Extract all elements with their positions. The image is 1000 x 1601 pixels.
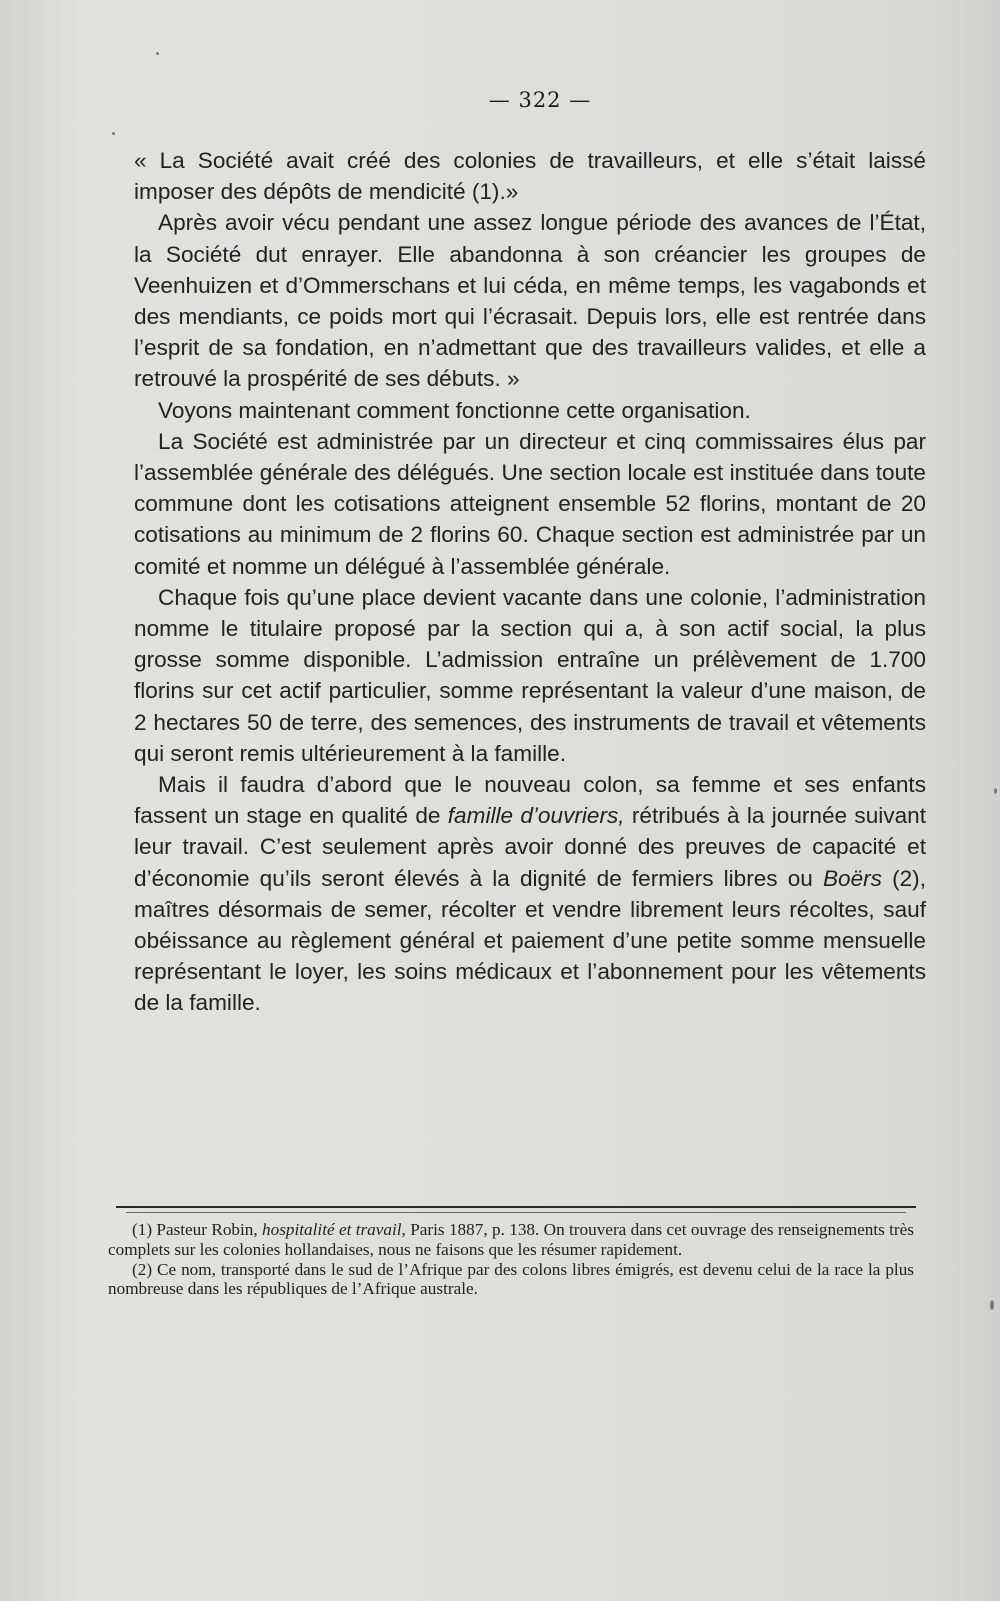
footnote-1-rest: Paris 1887, p. 138. On trouvera dans cet ouvrage des renseignements très complets sur les colonies hollandaises, nous ne faisons que les résumer rapidement. (108, 1220, 914, 1259)
stage-text-1: Mais il faudra d’abord que le nouveau colon, sa femme et ses enfants fassent un stage en qualité de (134, 772, 926, 829)
paragraph-admission: Chaque fois qu’une place devient vacante dans une colonie, l’administration nomme le titulaire proposé par la section qui a, à son actif social, la plus grosse somme disponible. L’admission entraîne un prélèvement de 1.700 florins sur cet actif particulier, somme représentant la valeur d’une maison, de 2 hectares 50 de terre, des semences, des instruments de travail et vêtements qui seront remis ultérieurement à la famille. (134, 584, 926, 766)
stage-italic-1: famille d’ouvriers, (447, 803, 625, 829)
footnote-1 (108, 1220, 914, 1260)
paper-speck (994, 788, 997, 794)
paragraph-quote: « La Société avait créé des colonies de travailleurs, et elle s’était laissé imposer des dépôts de mendicité (1).» (134, 148, 926, 205)
main-text (134, 145, 926, 1019)
stage-text-3: (2), maîtres désormais de semer, récolter et vendre librement leurs récoltes, sauf obéissance au règlement général et paiement d’une petite somme mensuelle représentant le loyer, les soins médicaux et l’abonnement pour les vêtements de la famille. (134, 865, 926, 1016)
footnote-1-title: hospitalité et travail, (262, 1220, 406, 1239)
paragraph-intro: Voyons maintenant comment fonctionne cette organisation. (158, 397, 751, 423)
paragraph-stage (134, 769, 926, 1019)
paper-speck (112, 132, 115, 135)
page-number: — 322 — (488, 88, 592, 112)
footnotes (108, 1220, 914, 1299)
paper-speck (156, 52, 159, 55)
paragraph-history: Après avoir vécu pendant une assez longue période des avances de l’État, la Société dut enrayer. Elle abandonna à son créancier les groupes de Veenhuizen et d’Ommerschans et lui céda, en même temps, les vagabonds et des mendiants, ce poids mort qui l’écrasait. Depuis lors, elle est rentrée dans l’esprit de sa fondation, en n’admettant que des travailleurs valides, et elle a retrouvé la prospérité de ses débuts. » (134, 210, 926, 392)
stage-italic-2: Boërs (822, 865, 882, 891)
stage-text-2: rétribués à la journée suivant leur travail. C’est seulement après avoir donné des preuves de capacité et d’économie qu’ils seront élevés à la dignité de fermiers libres ou (134, 803, 926, 891)
footnote-2: (2) Ce nom, transporté dans le sud de l’Afrique par des colons libres émigrés, est devenu celui de la race la plus nombreuse dans les républiques de l’Afrique australe. (108, 1259, 914, 1299)
paper-speck (990, 1300, 994, 1310)
paragraph-administration: La Société est administrée par un directeur et cinq commissaires élus par l’assemblée générale des délégués. Une section locale est instituée dans toute commune dont les cotisations atteignent ensemble 52 florins, montant de 20 cotisations au minimum de 2 florins 60. Chaque section est administrée par un comité et nomme un délégué à l’assemblée générale. (134, 428, 926, 579)
footnote-1-prefix: (1) Pasteur Robin, (132, 1220, 263, 1239)
footnote-separator (116, 1206, 916, 1208)
